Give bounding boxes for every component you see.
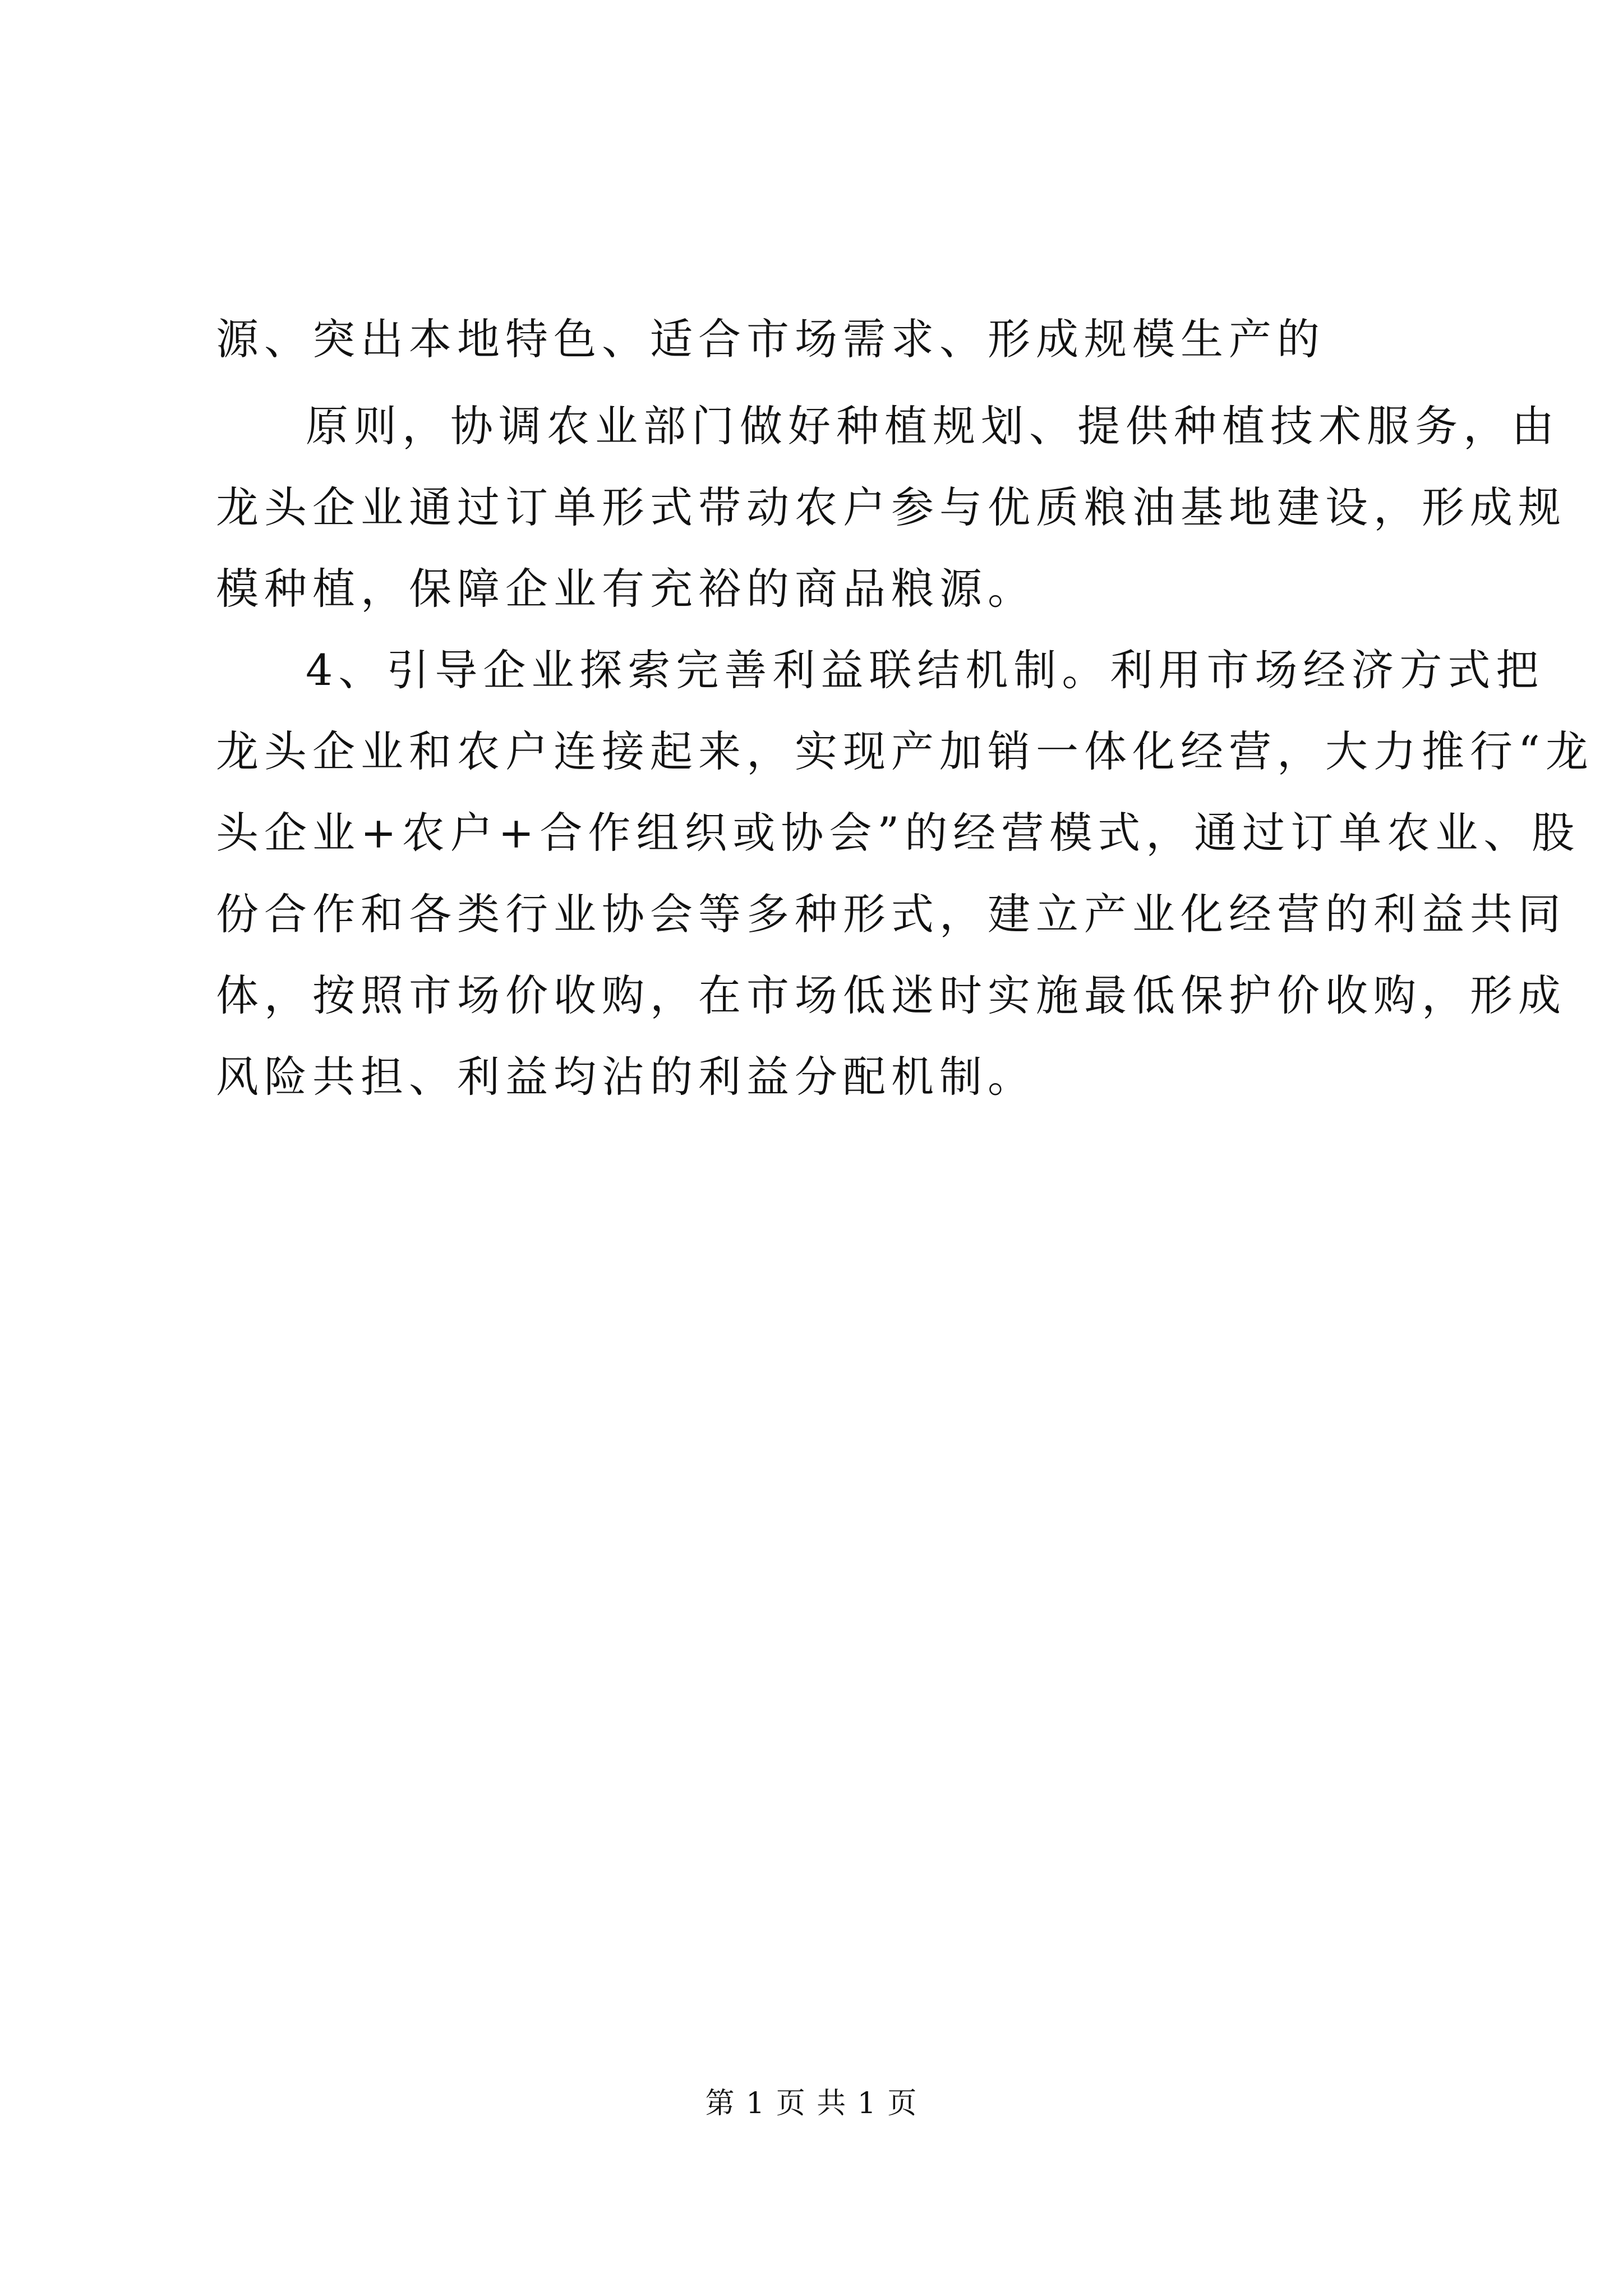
body-text-line: 龙头企业通过订单形式带动农户参与优质粮油基地建设，形成规 — [216, 482, 1566, 532]
body-text-line: 4、引导企业探索完善利益联结机制。利用市场经济方式把 — [306, 645, 1544, 695]
page-number-footer: 第 1 页 共 1 页 — [705, 2087, 918, 2120]
body-text-line: 风险共担、利益均沾的利益分配机制。 — [216, 1052, 1036, 1102]
body-text-line: 模种植，保障企业有充裕的商品粮源。 — [216, 564, 1036, 614]
body-text-line: 原则，协调农业部门做好种植规划、提供种植技术服务，由 — [306, 401, 1560, 451]
body-text-line: 份合作和各类行业协会等多种形式，建立产业化经营的利益共同 — [216, 889, 1566, 939]
body-text-line: 头企业+农户+合作组织或协会”的经营模式，通过订单农业、股 — [216, 808, 1580, 858]
body-text-line: 体，按照市场价收购，在市场低迷时实施最低保护价收购，形成 — [216, 970, 1566, 1020]
body-text-line: 龙头企业和农户连接起来，实现产加销一体化经营，大力推行“龙 — [216, 726, 1594, 776]
body-text-line: 源、突出本地特色、适合市场需求、形成规模生产的 — [216, 314, 1325, 364]
